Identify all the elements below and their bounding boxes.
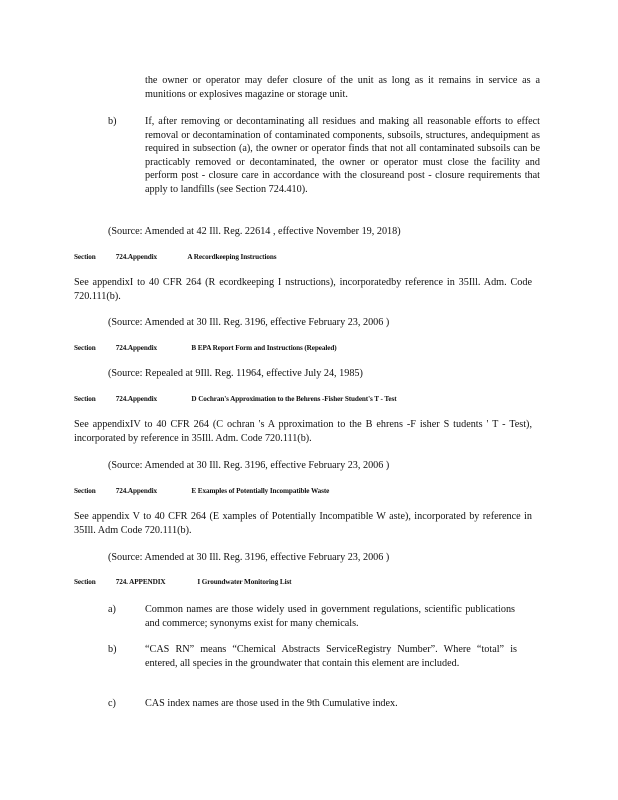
appendix-a-source: (Source: Amended at 30 Ill. Reg. 3196, effective February 23, 2006 ) — [108, 317, 390, 328]
item-text-a: Common names are those widely used in government regulations, scientific publications and commerce; synonyms exist for many chemicals. — [145, 604, 515, 629]
item-label-c: c) — [108, 698, 116, 709]
appendix-number: 724.Appendix — [115, 487, 158, 495]
item-b-label: b) — [108, 116, 117, 127]
appendix-title: E Examples of Potentially Incompatible Waste — [191, 487, 330, 495]
appendix-e-heading — [74, 487, 544, 495]
appendix-title: B EPA Report Form and Instructions (Repealed) — [191, 344, 337, 352]
appendix-title: A Recordkeeping Instructions — [187, 253, 277, 261]
section-word: Section — [74, 253, 96, 261]
appendix-e-body: See appendix V to 40 CFR 264 (E xamples of Potentially Incompatible W aste), incorporated by reference in 35Ill. Adm Code 720.111(b). — [74, 511, 532, 536]
item-b-paragraph: If, after removing or decontaminating all residues and making all reasonable efforts to effect removal or decontamination of contaminated components, subsoils, structures, andequipment as required in subsection (a), the owner or operator finds that not all contaminated subsoils can be practicably removed or decontaminated, the owner or operator must close the facility and perform post - closure care in accordance with the closureand post - closure requirements that apply to landfills (see Section 724.410). — [145, 116, 540, 195]
section-word: Section — [74, 344, 96, 352]
item-label-b: b) — [108, 644, 117, 655]
appendix-a-heading — [74, 253, 544, 261]
appendix-number: 724.Appendix — [115, 253, 158, 261]
appendix-number: 724.Appendix — [115, 395, 158, 403]
section-word: Section — [74, 395, 96, 403]
appendix-e-source: (Source: Amended at 30 Ill. Reg. 3196, effective February 23, 2006 ) — [108, 552, 390, 563]
section-word: Section — [74, 487, 96, 495]
appendix-d-heading — [74, 395, 544, 403]
source-note-1: (Source: Amended at 42 Ill. Reg. 22614 , effective November 19, 2018) — [108, 226, 401, 237]
appendix-a-body: See appendixI to 40 CFR 264 (R ecordkeeping I nstructions), incorporatedby reference in 35Ill. Adm. Code 720.111(b). — [74, 277, 532, 302]
appendix-b-source: (Source: Repealed at 9Ill. Reg. 11964, effective July 24, 1985) — [108, 368, 363, 379]
appendix-d-body: See appendixIV to 40 CFR 264 (C ochran 's A pproximation to the B ehrens -F isher S tudents ' T - Test), incorporated by reference in 35Ill. Adm. Code 720.111(b). — [74, 419, 532, 444]
appendix-i-heading — [74, 578, 544, 586]
appendix-number: 724.Appendix — [115, 344, 158, 352]
appendix-number: 724. APPENDIX — [115, 578, 166, 586]
section-word: Section — [74, 578, 96, 586]
item-text-c: CAS index names are those used in the 9th Cumulative index. — [145, 698, 398, 709]
item-label-a: a) — [108, 604, 116, 615]
appendix-b-heading — [74, 344, 544, 352]
item-text-b: “CAS RN” means “Chemical Abstracts ServiceRegistry Number”. Where “total” is entered, all species in the groundwater that contain this element are included. — [145, 644, 517, 669]
appendix-d-source: (Source: Amended at 30 Ill. Reg. 3196, effective February 23, 2006 ) — [108, 460, 390, 471]
appendix-title: I Groundwater Monitoring List — [197, 578, 292, 586]
appendix-title: D Cochran's Approximation to the Behrens -Fisher Student's T - Test — [191, 395, 397, 403]
closure-continuation-paragraph: the owner or operator may defer closure of the unit as long as it remains in service as a munitions or explosives magazine or storage unit. — [145, 75, 540, 100]
